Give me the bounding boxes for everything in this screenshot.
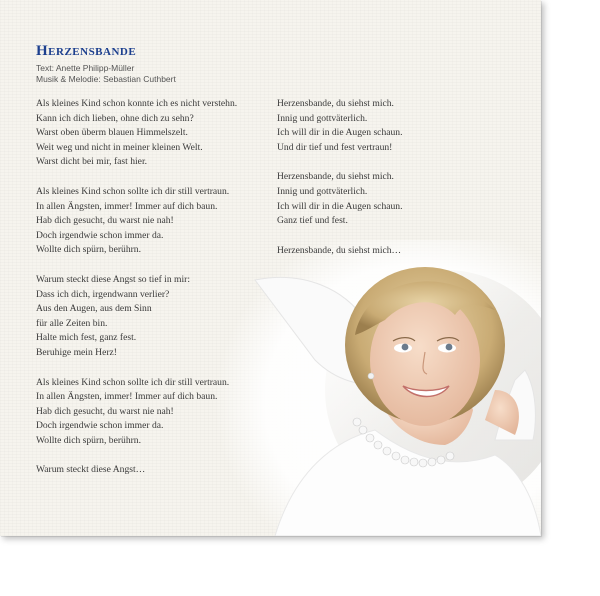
stanza	[36, 185, 237, 258]
song-title: Herzensbande	[36, 43, 137, 59]
lyric-line: Hab dich gesucht, du warst nie nah!	[36, 405, 174, 417]
lyric-line: Ich will dir in die Augen schaun.	[277, 200, 403, 212]
stanza	[36, 97, 237, 170]
lyric-line: Wollte dich spürn, berührn.	[36, 244, 142, 256]
lyric-line: Als kleines Kind schon sollte ich dir still vertraun.	[36, 185, 230, 197]
stanza	[277, 170, 403, 228]
lyric-line: In allen Ängsten, immer! Immer auf dich baun.	[36, 200, 218, 212]
lyric-line: Warum steckt diese Angst so tief in mir:	[36, 273, 191, 285]
lyric-line: Kann ich dich lieben, ohne dich zu sehn?	[36, 112, 194, 124]
music-credit: Musik & Melodie: Sebastian Cuthbert	[36, 74, 176, 84]
lyric-line: Warum steckt diese Angst…	[36, 464, 146, 476]
lyric-line: Doch irgendwie schon immer da.	[36, 229, 164, 241]
lyric-line: Wollte dich spürn, berührn.	[36, 434, 142, 446]
lyric-line: Warst dicht bei mir, fast hier.	[36, 156, 148, 168]
lyric-line: Herzensbande, du siehst mich.	[277, 171, 394, 183]
lyric-line: In allen Ängsten, immer! Immer auf dich baun.	[36, 391, 218, 403]
stanza	[277, 97, 403, 155]
lyric-line: Ganz tief und fest.	[277, 215, 348, 227]
stanza	[36, 376, 237, 449]
lyric-line: Herzensbande, du siehst mich…	[277, 244, 402, 256]
lyric-line: Weit weg und nicht in meiner kleinen Welt.	[36, 141, 203, 153]
lyrics-left-column	[36, 97, 237, 493]
lyric-line: Doch irgendwie schon immer da.	[36, 420, 164, 432]
lyric-line: Als kleines Kind schon sollte ich dir still vertraun.	[36, 376, 230, 388]
lyrics-right-column	[277, 97, 403, 273]
stanza	[36, 463, 237, 478]
lyric-line: Aus den Augen, aus dem Sinn	[36, 303, 152, 315]
lyric-line: Innig und gottväterlich.	[277, 185, 368, 197]
lyric-line: Halte mich fest, ganz fest.	[36, 332, 137, 344]
lyric-line: Herzensbande, du siehst mich.	[277, 98, 394, 109]
lyric-line: Ich will dir in die Augen schaun.	[277, 127, 403, 139]
text-credit: Text: Anette Philipp-Müller	[36, 63, 135, 73]
lyric-line: Dass ich dich, irgendwann verlier?	[36, 288, 170, 300]
stanza	[277, 244, 403, 259]
lyric-line: Beruhige mein Herz!	[36, 346, 117, 358]
lyric-line: Innig und gottväterlich.	[277, 112, 368, 124]
lyric-line: Und dir tief und fest vertraun!	[277, 141, 393, 153]
lyric-line: für alle Zeiten bin.	[36, 317, 108, 329]
lyric-line: Warst oben überm blauen Himmelszelt.	[36, 127, 188, 139]
lyric-line: Hab dich gesucht, du warst nie nah!	[36, 215, 174, 227]
stanza	[36, 273, 237, 361]
lyric-line: Als kleines Kind schon konnte ich es nicht verstehn.	[36, 98, 238, 109]
singer-portrait	[215, 240, 541, 536]
